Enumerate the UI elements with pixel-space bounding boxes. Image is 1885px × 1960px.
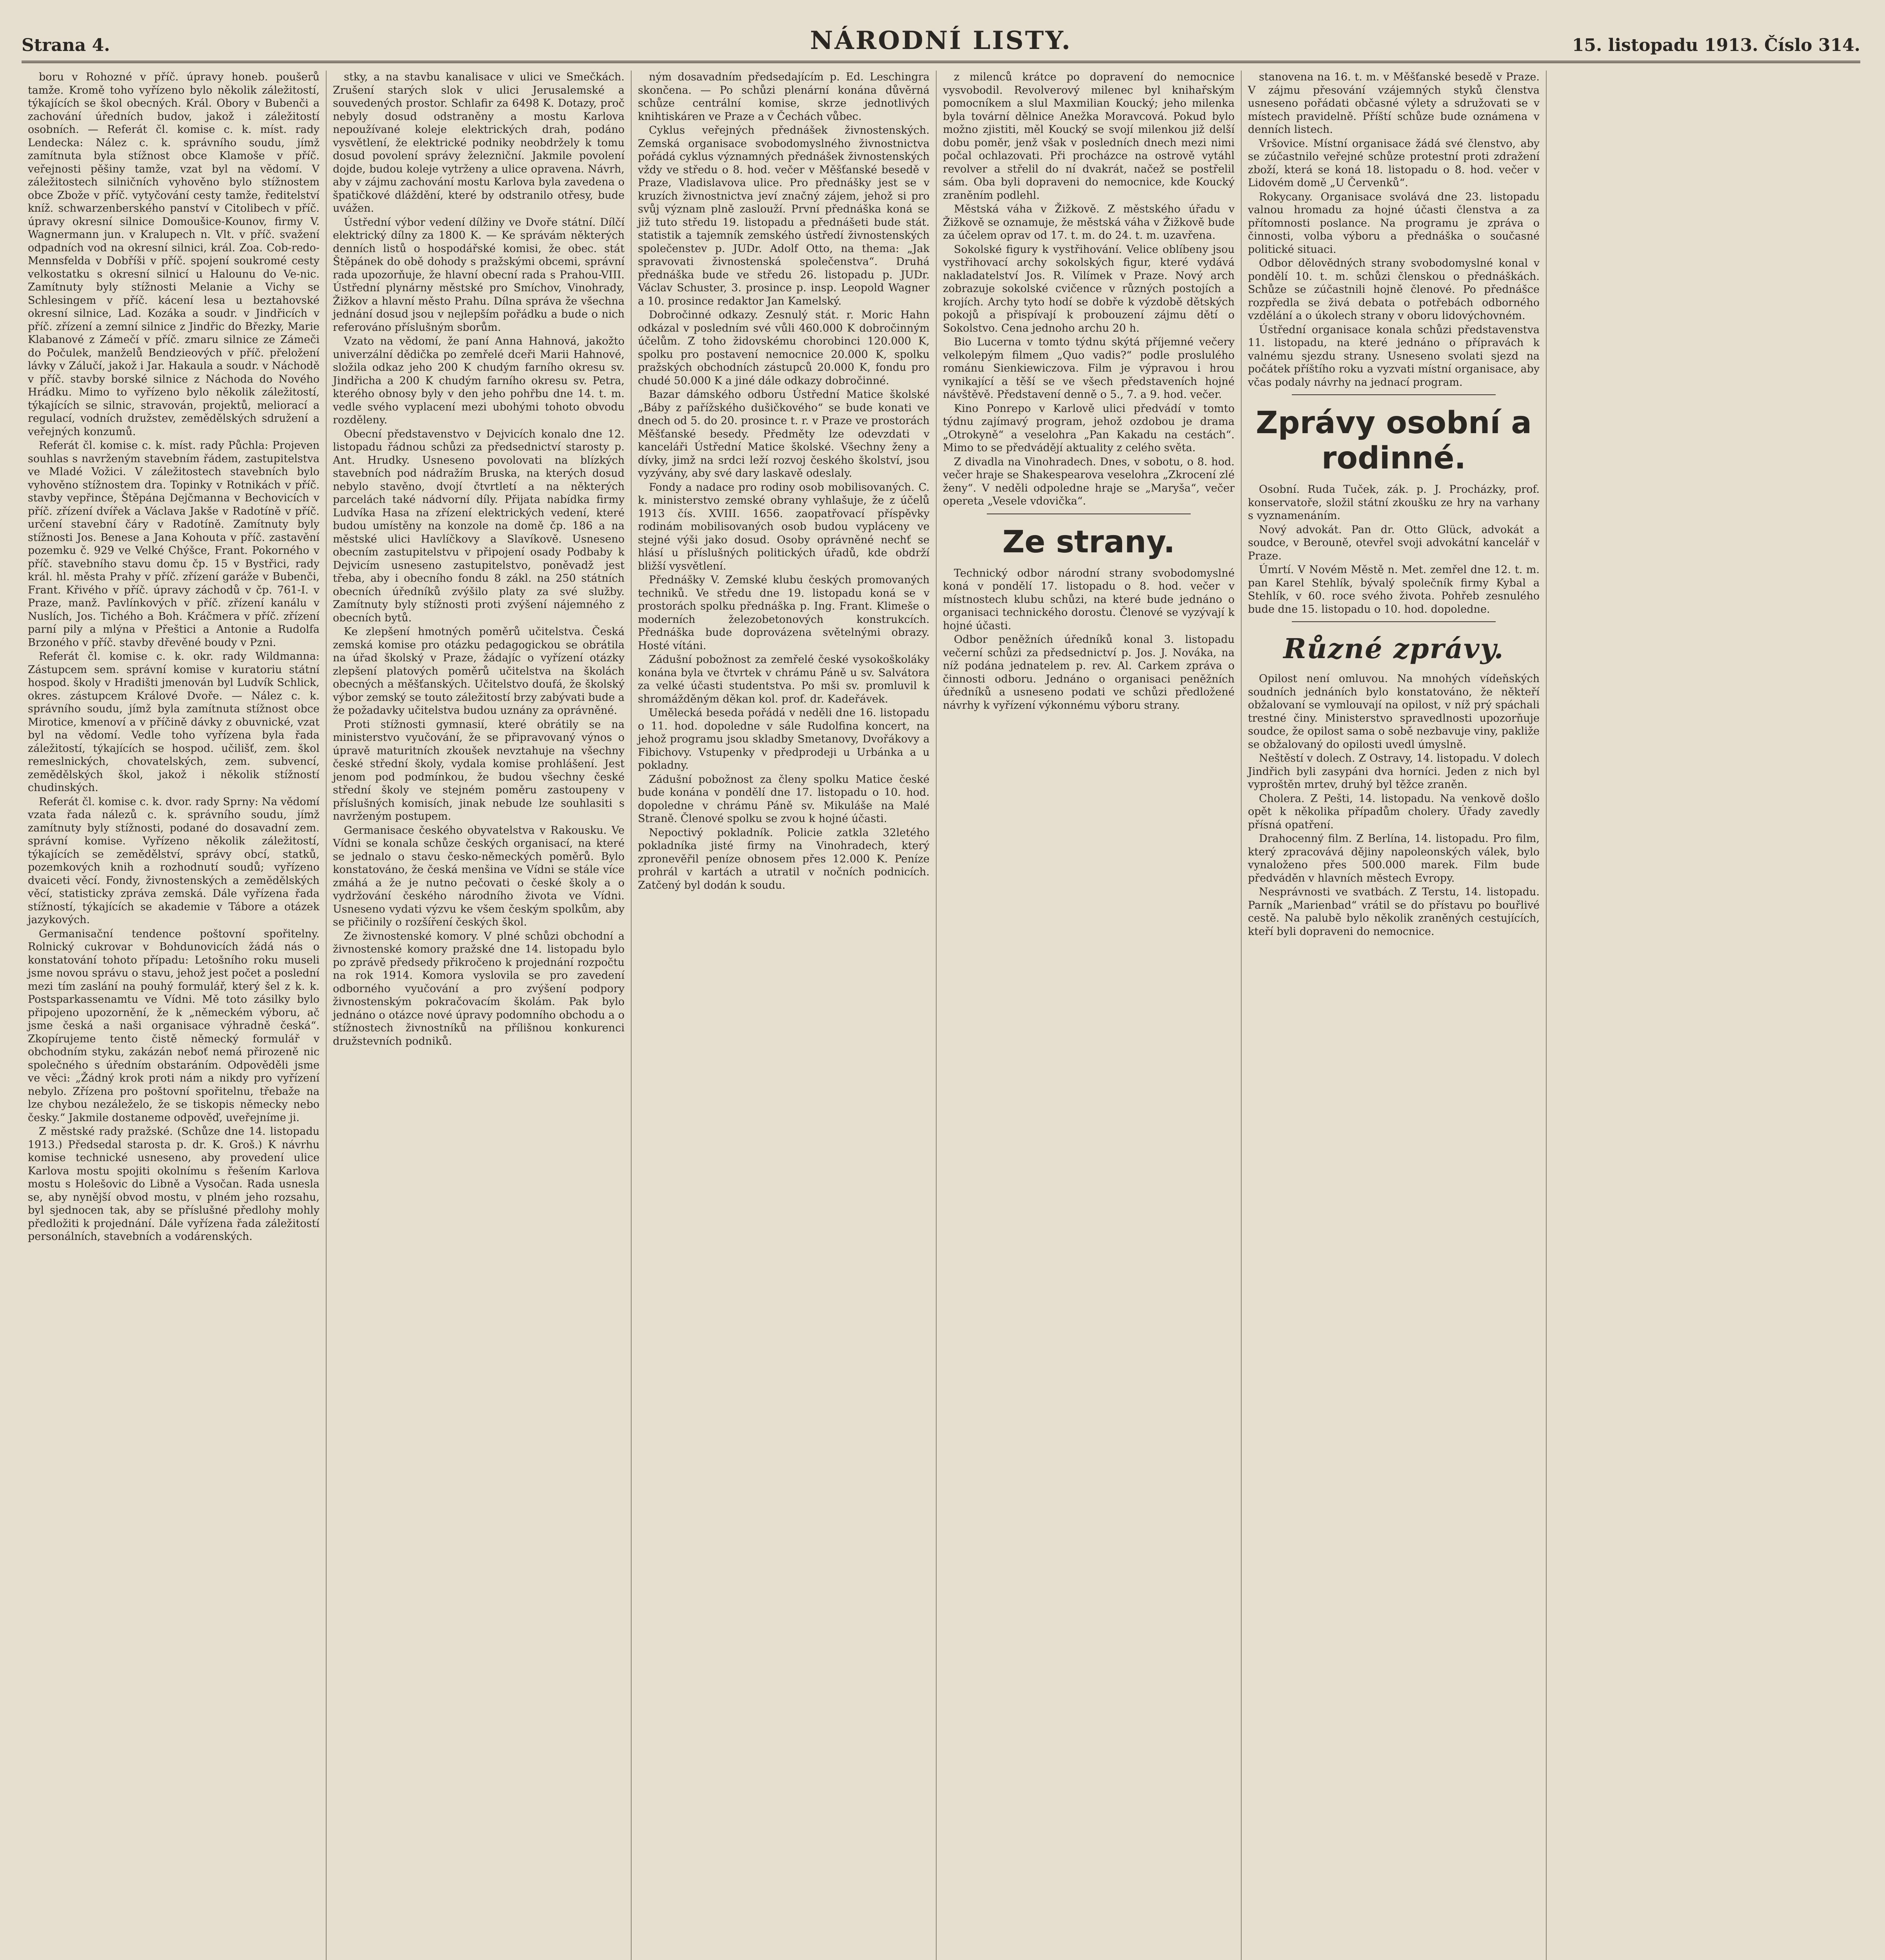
article-paragraph: Neštěstí v dolech. Z Ostravy, 14. listopadu. V dolech Jindřich byli zasypáni dva horníci. Jeden z nich byl vyproštěn mrtev, druhý byl těžce zraněn. <box>1248 752 1540 791</box>
article-paragraph: Germanisační tendence poštovní spořitelny. Rolnický cukrovar v Bohdunovicích žádá nás o konstatování tohoto případu: Letošního roku museli jsme novou správu o stavu, jehož jest počet a poslední mezi tím zaslání na pouhý formulář, který šel z k. k. Postsparkassenamtu ve Vídni. Mě toto zásilky bylo připojeno upozornění, že k „německém výboru, ač jsme česká a naši organisace výhradně česká“. Zkopírujeme tento čistě německý formulář v obchodním styku, zakázán neboť nemá přirozeně nic společného s úředním obstaráním. Odpověděli jsme ve věci: „Žádný krok proti nám a nikdy pro vyřízení nebylo. Zřízena pro poštovní spořitelnu, třebaže na lze chybou nezáleželo, že se tiskopis německy nebo česky.“ Jakmile dostaneme odpověď, uveřejníme ji. <box>28 927 320 1124</box>
page-number: Strana 4. <box>22 35 110 55</box>
article-paragraph: Vzato na vědomí, že paní Anna Hahnová, jakožto univerzální dědička po zemřelé dceři Marii Hahnové, složila odkaz jeho 200 K chudým farního okresu sv. Jindřicha a 200 K chudým farního okresu sv. Petra, kterého obnosy byly v den jeho pohřbu dne 14. t. m. vedle svého vyplacení mezi ubohými tohoto obvodu rozděleny. <box>333 335 625 426</box>
article-paragraph: Germanisace českého obyvatelstva v Rakousku. Ve Vídni se konala schůze českých organisací, na které se jednalo o stavu česko-německých poměrů. Bylo konstatováno, že česká menšina ve Vídni se stále více zmáhá a že je nutno pečovati o české školy a o vydržování českého národního života ve Vídni. Usneseno vydati výzvu ke všem českým spolkům, aby se přičinily o rozšíření českých škol. <box>333 824 625 928</box>
column-1 <box>22 71 327 1960</box>
article-paragraph: Referát čl. komise c. k. okr. rady Wildmanna: Zástupcem sem. správní komise v kuratoriu státní hospod. školy v Hradišti jmenován byl Ludvík Schlick, okres. zástupcem Králové Dvoře. — Nález c. k. správního soudu, jímž byla zamítnuta stížnost obce Mirotice, kmenoví a v příčině dávky z obuvnické, vzat byl na vědomí. Vedle toho vyřízena byla řada záležitostí, týkajících se hospod. učilišť, zem. škol remeslnických, chovatelských, zem. subvencí, zemědělských škol, jakož i několik stížností chudinských. <box>28 650 320 794</box>
section-divider <box>1292 621 1496 622</box>
article-paragraph: Rokycany. Organisace svolává dne 23. listopadu valnou hromadu za hojné účasti členstva a za přítomnosti poslance. Na programu je zpráva o činnosti, volba výboru a přednáška o současné politické situaci. <box>1248 191 1540 256</box>
article-paragraph: Referát čl. komise c. k. míst. rady Půchla: Projeven souhlas s navrženým stavebním řádem, zastupitelstva ve Mladé Vožici. V záležitostech stavebních bylo vyhověno stížnostem dra. Topinky v Rotnikách v příč. stavby vepřince, Štěpána Dejčmanna v Bechovicích v příč. zřízení dvířek a Václava Jakše v Radotíně v příč. určení stavební čáry v Radotíně. Zamítnuty byly stížnosti Jos. Benese a Jana Kohouta v příč. zastavění pozemku č. 929 ve Velké Chýšce, Frant. Pokorného v příč. stavebního stavu domu čp. 15 v Bystřici, rady král. hl. města Prahy v příč. zřízení garáže v Bubenči, Frant. Křivého v příč. úpravy záchodů v čp. 761-I. v Praze, manž. Pavlínkových v příč. zřízení kanálu v Nuslích, Jos. Tichého a Boh. Kráčmera v příč. zřízení parní pily a mlýna v Přeštici a Antonie a Rudolfa Brzoného v příč. stavby dřevěné boudy v Pzni. <box>28 439 320 649</box>
article-paragraph: Obecní představenstvo v Dejvicích konalo dne 12. listopadu řádnou schůzi za předsednictví starosty p. Ant. Hrudky. Usneseno povolovati na blízkých stavebních pod nádražím Bruska, na kterých dosud nebylo stavěno, dvojí čtvrtletí a na některých parcelách také nádvorní díly. Přijata nabídka firmy Ludvíka Hasa na zřízení elektrických vedení, které budou umístěny na konzole na domě čp. 186 a na městské ulici Havlíčkovy a Slavíkově. Usneseno obecním zastupitelstvu v připojení osady Podbaby k Dejvicím usneseno zastupitelstvo, poněvadž jest třeba, aby i obecního fondu 8 zákl. na 250 státních obecních úředníků zvýšilo platy za své služby. Zamítnuty byly stížnosti proti zvýšení nájemného z obecních bytů. <box>333 428 625 624</box>
article-paragraph: Drahocenný film. Z Berlína, 14. listopadu. Pro film, který zpracovává dějiny napoleonských válek, bylo vynaloženo přes 500.000 marek. Film bude předváděn v hlavních městech Evropy. <box>1248 833 1540 884</box>
section-divider <box>1292 394 1496 395</box>
article-paragraph: Z divadla na Vinohradech. Dnes, v sobotu, o 8. hod. večer hraje se Shakespearova veselohra „Zkrocení zlé ženy“. V neděli odpoledne hraje se „Maryša“, večer opereta „Vesele vdovička“. <box>943 456 1235 507</box>
article-paragraph: Opilost není omluvou. Na mnohých vídeňských soudních jednáních bylo konstatováno, že někteří obžalovaní se vymlouvají na opilost, v níž prý spáchali trestné činy. Ministerstvo spravedlnosti upozorňuje soudce, že opilost sama o sobě nezbavuje viny, pakliže se obžalovaný do opilosti uvedl úmyslně. <box>1248 673 1540 751</box>
article-paragraph: Bio Lucerna v tomto týdnu skýtá příjemné večery velkolepým filmem „Quo vadis?“ podle proslulého románu Sienkiewiczova. Film je výpravou i hrou vynikající a těší se ve všech představeních hojné návštěvě. Představení denně o 5., 7. a 9. hod. večer. <box>943 336 1235 401</box>
article-paragraph: Ze živnostenské komory. V plné schůzi obchodní a živnostenské komory pražské dne 14. listopadu bylo po zprávě předsedy přikročeno k projednání rozpočtu na rok 1914. Komora vyslovila se pro zavedení odborného vyučování a pro zvýšení podpory živnostenským pokračovacím školám. Pak bylo jednáno o otázce nové úpravy podomního obchodu a o stížnostech živnostníků na přílišnou konkurenci družstevních podniků. <box>333 930 625 1047</box>
section-heading-ruzne-zpravy: Různé zprávy. <box>1283 632 1504 665</box>
section-heading-zpravy-osobni: Zprávy osobní a rodinné. <box>1256 405 1532 476</box>
article-paragraph: Ústřední organisace konala schůzi představenstva 11. listopadu, na které jednáno o přípravách k valnému sjezdu strany. Usneseno svolati sjezd na počátek příštího roku a vyzvati místní organisace, aby včas podaly návrhy na jednací program. <box>1248 323 1540 388</box>
text-columns <box>22 71 1860 1960</box>
article-paragraph: Úmrtí. V Novém Městě n. Met. zemřel dne 12. t. m. pan Karel Stehlík, bývalý společník firmy Kybal a Stehlík, v 60. roce svého života. Pohřeb zesnulého bude dne 15. listopadu o 10. hod. dopoledne. <box>1248 564 1540 615</box>
article-paragraph: Nový advokát. Pan dr. Otto Glück, advokát a soudce, v Berouně, otevřel svoji advokátní kancelář v Praze. <box>1248 523 1540 562</box>
column-2 <box>327 71 632 1960</box>
article-paragraph: Zádušní pobožnost za členy spolku Matice české bude konána v pondělí dne 17. listopadu o 10. hod. dopoledne v chrámu Páně sv. Mikuláše na Malé Straně. Členové spolku se zvou k hojné účasti. <box>638 773 930 825</box>
masthead <box>22 24 1860 63</box>
article-paragraph: Nesprávnosti ve svatbách. Z Terstu, 14. listopadu. Parník „Marienbad“ vrátil se do přístavu po bouřlivé cestě. Na palubě bylo několik zraněných cestujících, kteří byli dopraveni do nemocnice. <box>1248 886 1540 938</box>
article-paragraph: Vršovice. Místní organisace žádá své členstvo, aby se zúčastnilo veřejné schůze protestní proti zdražení zboží, která se koná 18. listopadu o 8. hod. večer v Lidovém domě „U Červenků“. <box>1248 137 1540 189</box>
article-paragraph: Zádušní pobožnost za zemřelé české vysokoškoláky konána byla ve čtvrtek v chrámu Páně u sv. Salvátora za velké účasti studentstva. Po mši sv. promluvil k shromážděným děkan kol. prof. dr. Kadeřávek. <box>638 653 930 705</box>
article-paragraph: Kino Ponrepo v Karlově ulici předvádí v tomto týdnu zajímavý program, jehož ozdobou je drama „Otrokyně“ a veselohra „Pan Kakadu na cestách“. Mimo to se předvádějí aktuality z celého světa. <box>943 402 1235 454</box>
article-paragraph: Cyklus veřejných přednášek živnostenských. Zemská organisace svobodomyslného živnostnictva pořádá cyklus významných přednášek živnostenských vždy ve středu o 8. hod. večer v Měšťanské besedě v Praze, Vladislavova ulice. Pro přednášky jest se v kruzích živnostnictva jeví značný zájem, jehož si pro svůj význam plně zaslouží. První přednáška koná se již tuto středu 19. listopadu a přednášeti bude stát. statistik a tajemník zemského ústředí živnostenských společenstev p. JUDr. Adolf Otto, na thema: „Jak spravovati živnostenská společenstva“. Druhá přednáška bude ve středu 26. listopadu p. JUDr. Václav Schuster, 3. prosince p. insp. Leopold Wagner a 10. prosince redaktor Jan Kamelský. <box>638 124 930 307</box>
article-paragraph: Proti stížnosti gymnasií, které obrátily se na ministerstvo vyučování, že se připravovaný výnos o úpravě maturitních zkoušek nevztahuje na všechny české střední školy, vydala komise prohlášení. Jest jenom pod podmínkou, že budou všechny české střední školy ve stejném poměru zastoupeny v příslušných komisích, jinak nebude lze souhlasiti s navrženým postupem. <box>333 718 625 822</box>
article-paragraph: Ke zlepšení hmotných poměrů učitelstva. Česká zemská komise pro otázku pedagogickou se obrátila na úřad školský v Praze, žádajíc o vyřízení otázky zlepšení platových poměrů učitelstva na školách obecných a měšťanských. Učitelstvo doufá, že školský výbor zemský se touto záležitostí brzy zabývati bude a že požadavky učitelstva budou uznány za oprávněné. <box>333 626 625 717</box>
article-paragraph: Dobročinné odkazy. Zesnulý stát. r. Moric Hahn odkázal v posledním své vůli 460.000 K dobročinným účelům. Z toho židovskému chorobinci 120.000 K, spolku pro postavení nemocnice 20.000 K, spolku pražských obchodních zástupců 20.000 K, fondu pro chudé 50.000 K a jiné dále odkazy dobročinné. <box>638 309 930 387</box>
article-paragraph: Sokolské figury k vystřihování. Velice oblíbeny jsou vystřihovací archy sokolských figur, které vydává nakladatelství Jos. R. Vilímek v Praze. Nový arch zobrazuje sokolské cvičence v různých postojích a krojích. Archy tyto hodí se dobře k výzdobě dětských pokojů a přispívají k probouzení zájmu dětí o Sokolstvo. Cena jednoho archu 20 h. <box>943 243 1235 334</box>
article-paragraph: Nepoctivý pokladník. Policie zatkla 32letého pokladníka jisté firmy na Vinohradech, který zpronevěřil peníze obnosem přes 12.000 K. Peníze prohrál v kartách a utratil v nočních podnicích. Zatčený byl dodán k soudu. <box>638 826 930 891</box>
article-paragraph: Technický odbor národní strany svobodomyslné koná v pondělí 17. listopadu o 8. hod. večer v místnostech klubu schůzi, na které bude jednáno o organisaci technického dorostu. Členové se vyzývají k hojné účasti. <box>943 567 1235 632</box>
issue-date: 15. listopadu 1913. Číslo 314. <box>1572 35 1860 55</box>
article-paragraph: Z městské rady pražské. (Schůze dne 14. listopadu 1913.) Předsedal starosta p. dr. K. Groš.) K návrhu komise technické usneseno, aby provedení ulice Karlova mostu spojiti okolnímu s řešením Karlova mostu s Holešovic do Libně a Vysočan. Rada usnesla se, aby nynější obvod mostu, v plném jeho rozsahu, byl sjednocen tak, aby se příslušné předlohy mohly předložiti k projednání. Dále vyřízena řada záležitostí personálních, stavebních a vodárenských. <box>28 1125 320 1243</box>
newspaper-title: NÁRODNÍ LISTY. <box>810 26 1072 55</box>
section-heading-ze-strany: Ze strany. <box>1002 524 1175 560</box>
article-paragraph: Cholera. Z Pešti, 14. listopadu. Na venkově došlo opět k několika případům cholery. Úřady zavedly přísná opatření. <box>1248 792 1540 831</box>
article-paragraph: boru v Rohozné v příč. úpravy honeb. poušerů tamže. Kromě toho vyřízeno bylo několik záležitostí, týkajících se škol obecných. Král. Obory v Bubenči a zachování úředních budov, jakož i záležitostí osobních. — Referát čl. komise c. k. míst. rady Lendecka: Nález c. k. správního soudu, jímž zamítnuta byla stížnost obce Klamoše v příč. veřejnosti pěšiny tamže, vzat byl na vědomí. V záležitostech silničních vyhověno bylo stížnostem obce Zbože v příč. vytyčování cesty tamže, ředitelství kníž. schwarzenberského panství v Citolibech v příč. úpravy okresní silnice Domoušice-Kounov, firmy V. Wagnermann jun. v Kralupech n. Vlt. v příč. svažení odpadních vod na okresní silnici, král. Zoa. Cob-redo-Mennsfelda v Dobříši v příč. spojení soukromé cesty velkostatku s okresní silnicí u Halounu do Ve-nic. Zamítnuty byly stížnosti Melanie a Vichy se Schlesingem v příč. kácení lesa u beztahovské okresní silnice, Lad. Kozáka a soudr. v Jindřicích v příč. zřízení a zemní silnice z Jindřic do Březky, Marie Klabanové z Zámečí v příč. zmaru silnice ze Zámeči do Počulek, manželů Bendzieových v příč. přeložení lávky v Zálučí, jakož i Jar. Hakaula a soudr. v Náchodě v příč. stavby borské silnice z Náchoda do Nového Hrádku. Mimo to vyřízeno bylo několik záležitostí, týkajících se silnic, stravován, projektů, meliorací a regulací, vodních družstev, zemědělských sdružení a veřejných konzumů. <box>28 71 320 438</box>
column-3 <box>632 71 937 1960</box>
column-4 <box>937 71 1242 1960</box>
article-paragraph: Městská váha v Žižkově. Z městského úřadu v Žižkově se oznamuje, že městská váha v Žižkově bude za účelem oprav od 17. t. m. do 24. t. m. uzavřena. <box>943 203 1235 241</box>
article-paragraph: Umělecká beseda pořádá v neděli dne 16. listopadu o 11. hod. dopoledne v sále Rudolfina koncert, na jehož programu jsou skladby Smetanovy, Dvořákovy a Fibichovy. Vstupenky v předprodeji u Urbánka a u pokladny. <box>638 707 930 771</box>
article-paragraph: stanovena na 16. t. m. v Měšťanské besedě v Praze. V zájmu přesování vzájemných styků členstva usneseno pořádati občasné výlety a sdružovati se v místech pravidelně. Příští schůze bude oznámena v denních listech. <box>1248 71 1540 136</box>
article-paragraph: ným dosavadním předsedajícím p. Ed. Leschingra skončena. — Po schůzi plenární konána důvěrná schůze centrální komise, skrze jednotlivých knihtiskáren ve Praze a v Čechách vůbec. <box>638 71 930 123</box>
newspaper-page <box>22 24 1860 1960</box>
article-paragraph: Odbor peněžních úředníků konal 3. listopadu večerní schůzi za předsednictví p. Jos. J. Nováka, na níž podána jednatelem p. rev. Al. Carkem zpráva o činnosti odboru. Jednáno o organisaci peněžních úředníků a usneseno podati ve schůzi předložené návrhy k vyřízení výkonnému výboru strany. <box>943 633 1235 711</box>
article-paragraph: Přednášky V. Zemské klubu českých promovaných techniků. Ve středu dne 19. listopadu koná se v prostorách spolku přednáška p. Ing. Frant. Klimeše o moderních železobetonových konstrukcích. Přednáška bude doprovázena světelnými obrazy. Hosté vítáni. <box>638 574 930 652</box>
column-5 <box>1242 71 1547 1960</box>
article-paragraph: Bazar dámského odboru Ústřední Matice školské „Báby z pařížského dušičkového“ se bude konati ve dnech od 5. do 20. prosince t. r. v Praze ve prostorách Měšťanské besedy. Předměty lze odevzdati v kanceláři Ústřední Matice školské. Všechny ženy a dívky, jimž na srdci leží rozvoj českého školství, jsou vyzývány, aby své dary laskavě odeslaly. <box>638 388 930 479</box>
article-paragraph: Osobní. Ruda Tuček, zák. p. J. Procházky, prof. konservatoře, složil státní zkoušku ze hry na varhany s vyznamenáním. <box>1248 483 1540 522</box>
article-paragraph: z milenců krátce po dopravení do nemocnice vysvobodil. Revolverový milenec byl knihařským pomocníkem a slul Maxmilian Koucký; jeho milenka byla tovární dělnice Anežka Moravcová. Pokud bylo možno zjistiti, měl Koucký se svojí milenkou již delší dobu poměr, jenž však v posledních dnech mezi nimi počal ochlazovati. Při procházce na ostrově vytáhl revolver a střelil do ní dvakrát, načež se postřelil sám. Oba byli dopraveni do nemocnice, kde Koucký zraněním podlehl. <box>943 71 1235 201</box>
article-paragraph: Fondy a nadace pro rodiny osob mobilisovaných. C. k. ministerstvo zemské obrany vyhlašuje, že z účelů 1913 čís. XVIII. 1656. zaopatřovací příspěvky rodinám mobilisovaných osob budou vypláceny ve stejné výši jako dosud. Osoby oprávněné nechť se hlásí u příslušných politických úřadů, kde obdrží bližší vysvětlení. <box>638 481 930 572</box>
column-6 <box>1547 71 1852 1960</box>
article-paragraph: Odbor dělovědných strany svobodomyslné konal v pondělí 10. t. m. schůzi členskou o přednáškách. Schůze se zúčastnili hojně členové. Po přednášce rozpředla se živá debata o potřebách odborného vzdělání a o úkolech strany v oboru lidovýchovném. <box>1248 257 1540 322</box>
article-paragraph: stky, a na stavbu kanalisace v ulici ve Smečkách. Zrušení starých slok v ulici Jerusalemské a souvedených prostor. Schlafir za 6498 K. Dotazy, proč nebyly dosud odstraněny a mostu Karlova nepoužívané koleje elektrických drah, podáno vysvětlení, že elektrické podniky neobdržely k tomu dosud povolení správy železniční. Jakmile povolení dojde, budou koleje vytrženy a ulice opravena. Návrh, aby v zájmu zachování mostu Karlova byla zavedena o špatičkové dláždění, které by odstranilo otřesy, bude uvážen. <box>333 71 625 214</box>
article-paragraph: Ústřední výbor vedení dílžiny ve Dvoře státní. Dílčí elektrický dílny za 1800 K. — Ke správám některých denních listů o hospodářské komisi, že obec. stát Štěpánek do obě dohody s pražskými obcemi, správní rada upozorňuje, že hlavní obecní rada s Prahou-VIII. Ústřední plynárny městské pro Smíchov, Vinohrady, Žižkov a hlavní město Prahu. Dílna správa že všechna jednání dosud jsou v nejlepším pořádku a bude o nich referováno příslušným sborům. <box>333 216 625 334</box>
article-paragraph: Referát čl. komise c. k. dvor. rady Sprny: Na vědomí vzata řada nálezů c. k. správního soudu, jímž zamítnuty byly stížnosti, podané do dosavadní zem. správní komise. Vyřízeno několik záležitostí, týkajících se zemědělství, správy obcí, statků, pozemkových knih a rozhodnutí soudů; vyřízeno dvaiceti věcí. Fondy, živnostenských a zemědělských věcí, statisticky zpráva zemská. Dále vyřízena řada stížností, týkajících se akademie v Tábore a otázek jazykových. <box>28 795 320 926</box>
